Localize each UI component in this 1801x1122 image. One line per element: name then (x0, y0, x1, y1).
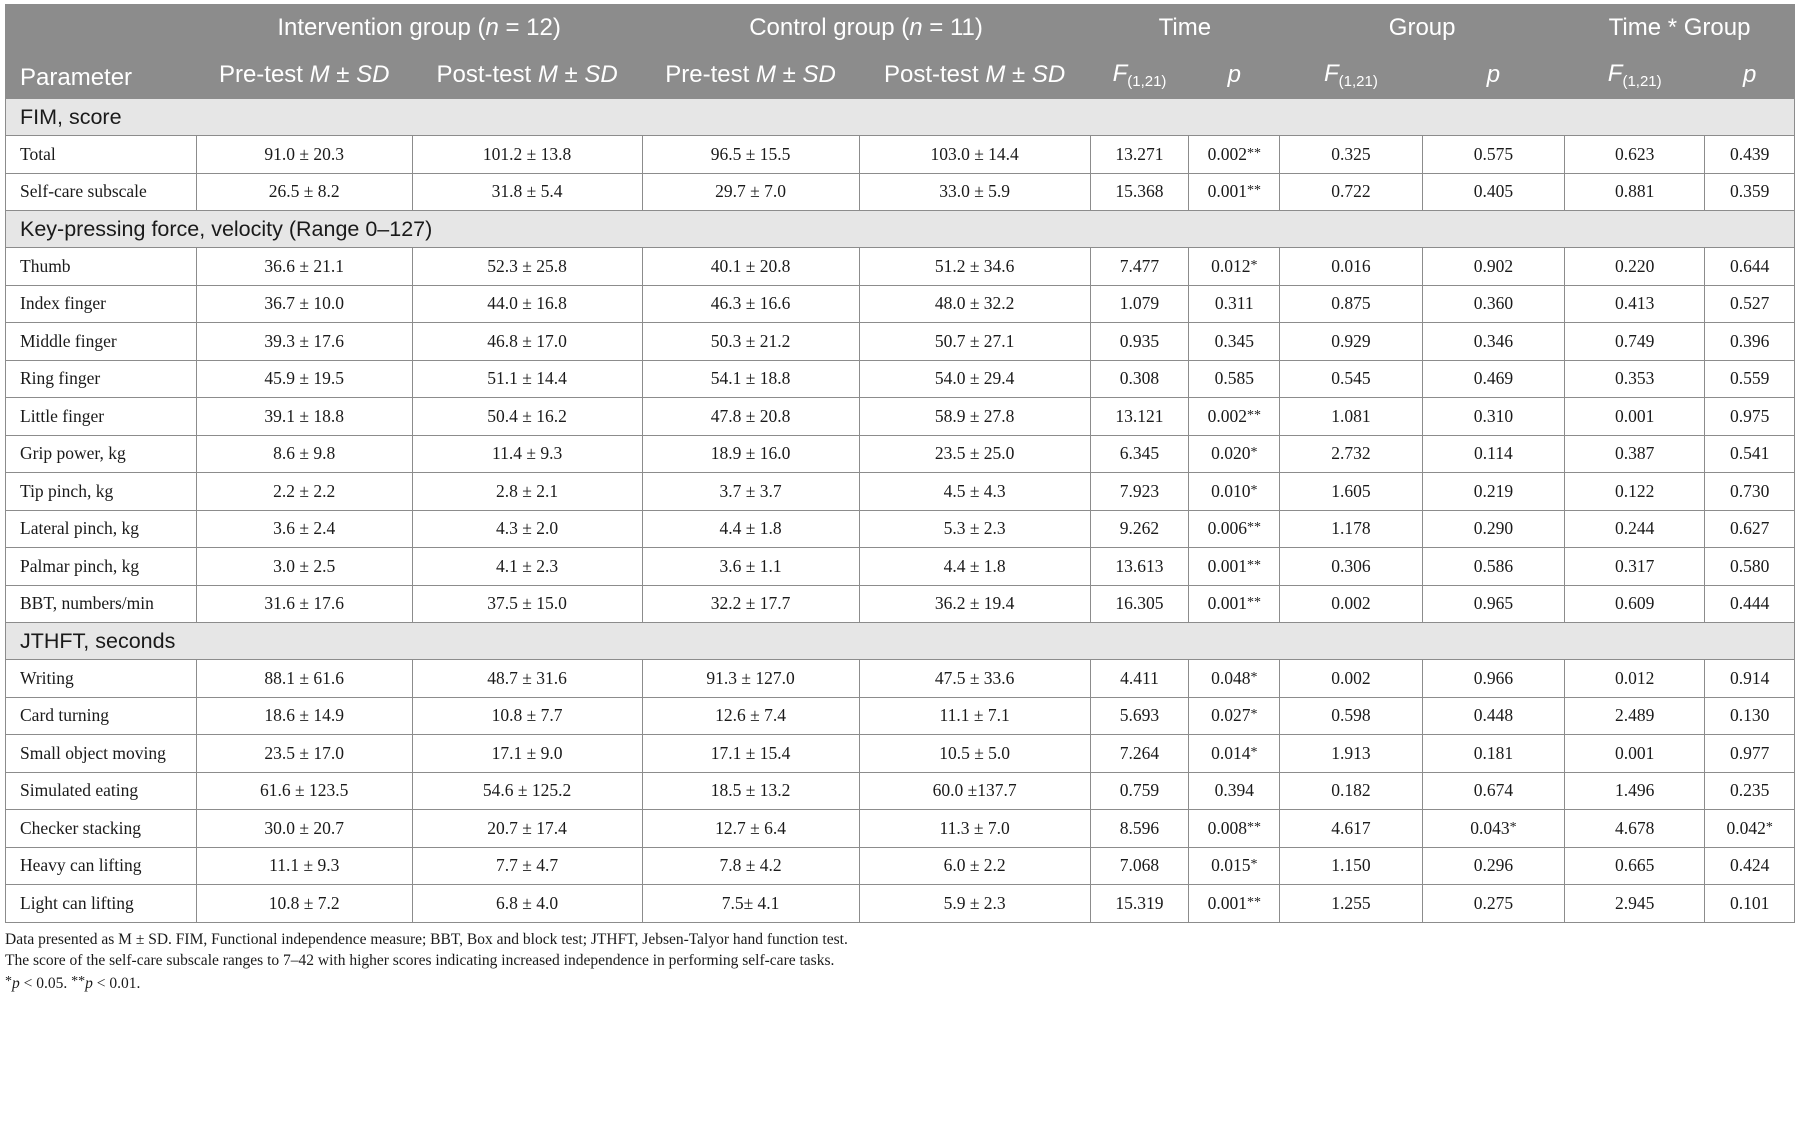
time-f-cell: 9.262 (1090, 510, 1189, 548)
table-body (6, 99, 1795, 923)
intervention-posttest-cell: 54.6 ± 125.2 (412, 772, 642, 810)
footnote-significance: *p < 0.05. **p < 0.01. (5, 973, 141, 992)
time-p-cell: 0.001** (1189, 585, 1280, 623)
intervention-pretest-cell: 61.6 ± 123.5 (196, 772, 412, 810)
interaction-p-cell: 0.527 (1705, 285, 1795, 323)
interaction-f-cell: 0.623 (1565, 136, 1705, 174)
group-f-cell: 0.545 (1280, 360, 1422, 398)
time-f-cell: 13.271 (1090, 136, 1189, 174)
intervention-posttest-cell: 6.8 ± 4.0 (412, 885, 642, 923)
section-header-row (6, 211, 1795, 248)
time-p-cell: 0.311 (1189, 285, 1280, 323)
time-f-cell: 15.368 (1090, 173, 1189, 211)
row-label-cell: Ring finger (6, 360, 197, 398)
table-row (6, 285, 1795, 323)
control-pretest-cell: 4.4 ± 1.8 (642, 510, 859, 548)
intervention-posttest-cell: 4.1 ± 2.3 (412, 548, 642, 586)
time-f-cell: 13.121 (1090, 398, 1189, 436)
significance-marker: * (1250, 857, 1258, 873)
group-p-cell: 0.346 (1422, 323, 1564, 361)
significance-marker: * (1250, 482, 1258, 498)
control-pretest-cell: 18.9 ± 16.0 (642, 435, 859, 473)
interaction-p-cell: 0.977 (1705, 735, 1795, 773)
intervention-posttest-cell: 46.8 ± 17.0 (412, 323, 642, 361)
significance-marker: * (1765, 819, 1773, 835)
intervention-pretest-cell: 26.5 ± 8.2 (196, 173, 412, 211)
row-label-cell: Thumb (6, 248, 197, 286)
interaction-p-cell: 0.235 (1705, 772, 1795, 810)
row-label-cell: Simulated eating (6, 772, 197, 810)
intervention-pretest-cell: 91.0 ± 20.3 (196, 136, 412, 174)
table-row (6, 398, 1795, 436)
table-row (6, 136, 1795, 174)
group-p-cell: 0.290 (1422, 510, 1564, 548)
interaction-p-cell: 0.130 (1705, 697, 1795, 735)
table-row (6, 548, 1795, 586)
control-pretest-cell: 29.7 ± 7.0 (642, 173, 859, 211)
time-f-cell: 7.477 (1090, 248, 1189, 286)
row-label-cell: Total (6, 136, 197, 174)
interaction-f-cell: 0.665 (1565, 847, 1705, 885)
group-p-cell: 0.586 (1422, 548, 1564, 586)
control-posttest-cell: 60.0 ±137.7 (859, 772, 1090, 810)
group-p-cell: 0.310 (1422, 398, 1564, 436)
intervention-pretest-cell: 45.9 ± 19.5 (196, 360, 412, 398)
interaction-p-cell: 0.042* (1705, 810, 1795, 848)
time-p-cell: 0.014* (1189, 735, 1280, 773)
time-p-cell: 0.006** (1189, 510, 1280, 548)
footnote-abbreviations: Data presented as M ± SD. FIM, Functional independence measure; BBT, Box and block test; JTHFT, Jebsen-Talyor hand function test. (5, 930, 848, 948)
significance-marker: ** (1246, 407, 1261, 423)
table-row (6, 885, 1795, 923)
control-posttest-cell: 54.0 ± 29.4 (859, 360, 1090, 398)
control-pretest-cell: 7.5± 4.1 (642, 885, 859, 923)
table-row (6, 810, 1795, 848)
section-header-row (6, 99, 1795, 136)
time-f-cell: 15.319 (1090, 885, 1189, 923)
intervention-pretest-cell: 11.1 ± 9.3 (196, 847, 412, 885)
interaction-f-cell: 0.749 (1565, 323, 1705, 361)
intervention-posttest-cell: 20.7 ± 17.4 (412, 810, 642, 848)
control-pretest-cell: 32.2 ± 17.7 (642, 585, 859, 623)
row-label-cell: Lateral pinch, kg (6, 510, 197, 548)
intervention-posttest-cell: 11.4 ± 9.3 (412, 435, 642, 473)
control-pretest-cell: 46.3 ± 16.6 (642, 285, 859, 323)
group-p-cell: 0.219 (1422, 473, 1564, 511)
control-posttest-cell: 4.4 ± 1.8 (859, 548, 1090, 586)
time-p-cell: 0.010* (1189, 473, 1280, 511)
group-f-cell: 0.306 (1280, 548, 1422, 586)
interaction-p-cell: 0.975 (1705, 398, 1795, 436)
intervention-posttest-cell: 44.0 ± 16.8 (412, 285, 642, 323)
time-header: Time (1090, 5, 1280, 52)
table-row (6, 473, 1795, 511)
control-pretest-cell: 40.1 ± 20.8 (642, 248, 859, 286)
interaction-p-cell: 0.914 (1705, 660, 1795, 698)
control-posttest-cell: 50.7 ± 27.1 (859, 323, 1090, 361)
interaction-p-cell: 0.101 (1705, 885, 1795, 923)
interaction-f-cell: 0.001 (1565, 735, 1705, 773)
control-posttest-cell: 47.5 ± 33.6 (859, 660, 1090, 698)
time-f-cell: 4.411 (1090, 660, 1189, 698)
control-posttest-cell: 6.0 ± 2.2 (859, 847, 1090, 885)
interaction-p-cell: 0.644 (1705, 248, 1795, 286)
interaction-p-cell: 0.559 (1705, 360, 1795, 398)
control-pretest-cell: 54.1 ± 18.8 (642, 360, 859, 398)
table-row (6, 360, 1795, 398)
group-f-cell: 2.732 (1280, 435, 1422, 473)
interaction-header: Time * Group (1565, 5, 1795, 52)
table-header (6, 5, 1795, 99)
interaction-p-cell: 0.359 (1705, 173, 1795, 211)
interaction-f-cell: 1.496 (1565, 772, 1705, 810)
time-p-cell: 0.345 (1189, 323, 1280, 361)
row-label-cell: Light can lifting (6, 885, 197, 923)
control-pretest-cell: 18.5 ± 13.2 (642, 772, 859, 810)
time-f-cell: 8.596 (1090, 810, 1189, 848)
control-pretest-cell: 3.6 ± 1.1 (642, 548, 859, 586)
intervention-pretest-cell: 8.6 ± 9.8 (196, 435, 412, 473)
time-p-cell: 0.008** (1189, 810, 1280, 848)
time-f-header: $F_{(1,21)}$ (1090, 52, 1189, 99)
results-table (5, 4, 1795, 923)
footnote-self-care: The score of the self-care subscale ranges to 7–42 with higher scores indicating increased independence in performing self-care tasks. (5, 951, 835, 969)
row-label-cell: Tip pinch, kg (6, 473, 197, 511)
intervention-posttest-header: Post-test M ± SD (412, 52, 642, 99)
row-label-cell: Grip power, kg (6, 435, 197, 473)
interaction-f-cell: 2.489 (1565, 697, 1705, 735)
intervention-pretest-cell: 36.6 ± 21.1 (196, 248, 412, 286)
intervention-posttest-cell: 31.8 ± 5.4 (412, 173, 642, 211)
section-title: FIM, score (6, 99, 1795, 136)
table-row (6, 847, 1795, 885)
intervention-pretest-cell: 30.0 ± 20.7 (196, 810, 412, 848)
interaction-p-cell: 0.424 (1705, 847, 1795, 885)
time-p-cell: 0.020* (1189, 435, 1280, 473)
time-p-cell: 0.585 (1189, 360, 1280, 398)
control-posttest-cell: 33.0 ± 5.9 (859, 173, 1090, 211)
table-row (6, 248, 1795, 286)
control-posttest-cell: 103.0 ± 14.4 (859, 136, 1090, 174)
interaction-f-cell: 0.001 (1565, 398, 1705, 436)
group-p-cell: 0.575 (1422, 136, 1564, 174)
control-pretest-cell: 96.5 ± 15.5 (642, 136, 859, 174)
param-header-top (6, 5, 197, 52)
control-pretest-cell: 7.8 ± 4.2 (642, 847, 859, 885)
group-p-cell: 0.674 (1422, 772, 1564, 810)
interaction-f-cell: 0.317 (1565, 548, 1705, 586)
interaction-f-cell: 0.220 (1565, 248, 1705, 286)
group-f-cell: 0.875 (1280, 285, 1422, 323)
table-row (6, 772, 1795, 810)
group-f-cell: 1.150 (1280, 847, 1422, 885)
row-label-cell: Little finger (6, 398, 197, 436)
table-row (6, 510, 1795, 548)
time-p-cell: 0.002** (1189, 136, 1280, 174)
group-f-cell: 0.929 (1280, 323, 1422, 361)
significance-marker: ** (1246, 595, 1261, 611)
interaction-f-header: $F_{(1,21)}$ (1565, 52, 1705, 99)
control-posttest-cell: 11.1 ± 7.1 (859, 697, 1090, 735)
table-row (6, 323, 1795, 361)
intervention-group-header: Intervention group (n = 12) (196, 5, 642, 52)
group-p-cell: 0.181 (1422, 735, 1564, 773)
row-label-cell: Heavy can lifting (6, 847, 197, 885)
time-f-cell: 16.305 (1090, 585, 1189, 623)
control-pretest-cell: 47.8 ± 20.8 (642, 398, 859, 436)
group-f-cell: 0.598 (1280, 697, 1422, 735)
control-posttest-cell: 5.3 ± 2.3 (859, 510, 1090, 548)
control-pretest-cell: 3.7 ± 3.7 (642, 473, 859, 511)
time-p-cell: 0.001** (1189, 885, 1280, 923)
control-posttest-header: Post-test M ± SD (859, 52, 1090, 99)
time-f-cell: 13.613 (1090, 548, 1189, 586)
interaction-f-cell: 0.881 (1565, 173, 1705, 211)
control-posttest-cell: 5.9 ± 2.3 (859, 885, 1090, 923)
intervention-posttest-cell: 4.3 ± 2.0 (412, 510, 642, 548)
time-f-cell: 7.264 (1090, 735, 1189, 773)
group-f-cell: 0.325 (1280, 136, 1422, 174)
group-p-cell: 0.043* (1422, 810, 1564, 848)
intervention-pretest-cell: 3.0 ± 2.5 (196, 548, 412, 586)
significance-marker: * (1250, 445, 1258, 461)
time-f-cell: 0.935 (1090, 323, 1189, 361)
table-row (6, 435, 1795, 473)
row-label-cell: BBT, numbers/min (6, 585, 197, 623)
interaction-f-cell: 2.945 (1565, 885, 1705, 923)
intervention-pretest-cell: 10.8 ± 7.2 (196, 885, 412, 923)
intervention-pretest-cell: 39.1 ± 18.8 (196, 398, 412, 436)
interaction-p-cell: 0.444 (1705, 585, 1795, 623)
significance-marker: * (1250, 744, 1258, 760)
group-p-cell: 0.114 (1422, 435, 1564, 473)
row-label-cell: Card turning (6, 697, 197, 735)
time-p-cell: 0.015* (1189, 847, 1280, 885)
control-pretest-cell: 50.3 ± 21.2 (642, 323, 859, 361)
group-f-cell: 1.081 (1280, 398, 1422, 436)
group-f-cell: 1.605 (1280, 473, 1422, 511)
group-p-header: p (1422, 52, 1564, 99)
interaction-f-cell: 0.122 (1565, 473, 1705, 511)
group-f-cell: 0.182 (1280, 772, 1422, 810)
table-row (6, 585, 1795, 623)
significance-marker: ** (1246, 819, 1261, 835)
intervention-posttest-cell: 50.4 ± 16.2 (412, 398, 642, 436)
group-p-cell: 0.966 (1422, 660, 1564, 698)
intervention-posttest-cell: 2.8 ± 2.1 (412, 473, 642, 511)
row-label-cell: Small object moving (6, 735, 197, 773)
group-p-cell: 0.296 (1422, 847, 1564, 885)
table-row (6, 660, 1795, 698)
row-label-cell: Self-care subscale (6, 173, 197, 211)
table-row (6, 735, 1795, 773)
time-p-cell: 0.048* (1189, 660, 1280, 698)
intervention-posttest-cell: 101.2 ± 13.8 (412, 136, 642, 174)
group-f-cell: 0.722 (1280, 173, 1422, 211)
intervention-posttest-cell: 37.5 ± 15.0 (412, 585, 642, 623)
interaction-p-cell: 0.730 (1705, 473, 1795, 511)
group-p-cell: 0.902 (1422, 248, 1564, 286)
time-p-cell: 0.002** (1189, 398, 1280, 436)
row-label-cell: Index finger (6, 285, 197, 323)
intervention-pretest-cell: 39.3 ± 17.6 (196, 323, 412, 361)
interaction-p-cell: 0.439 (1705, 136, 1795, 174)
interaction-f-cell: 0.609 (1565, 585, 1705, 623)
intervention-pretest-cell: 36.7 ± 10.0 (196, 285, 412, 323)
significance-marker: * (1250, 257, 1258, 273)
interaction-p-cell: 0.396 (1705, 323, 1795, 361)
control-posttest-cell: 23.5 ± 25.0 (859, 435, 1090, 473)
interaction-f-cell: 0.353 (1565, 360, 1705, 398)
time-p-cell: 0.001** (1189, 548, 1280, 586)
control-posttest-cell: 4.5 ± 4.3 (859, 473, 1090, 511)
control-pretest-header: Pre-test M ± SD (642, 52, 859, 99)
intervention-posttest-cell: 52.3 ± 25.8 (412, 248, 642, 286)
intervention-pretest-cell: 2.2 ± 2.2 (196, 473, 412, 511)
time-f-cell: 7.923 (1090, 473, 1189, 511)
interaction-f-cell: 0.387 (1565, 435, 1705, 473)
group-f-cell: 1.178 (1280, 510, 1422, 548)
interaction-f-cell: 0.244 (1565, 510, 1705, 548)
significance-marker: ** (1246, 894, 1261, 910)
time-f-cell: 1.079 (1090, 285, 1189, 323)
group-f-cell: 0.002 (1280, 660, 1422, 698)
time-f-cell: 0.759 (1090, 772, 1189, 810)
time-p-cell: 0.001** (1189, 173, 1280, 211)
interaction-f-cell: 0.012 (1565, 660, 1705, 698)
time-p-cell: 0.027* (1189, 697, 1280, 735)
significance-marker: ** (1246, 183, 1261, 199)
row-label-cell: Middle finger (6, 323, 197, 361)
group-p-cell: 0.448 (1422, 697, 1564, 735)
intervention-pretest-cell: 31.6 ± 17.6 (196, 585, 412, 623)
time-p-header: p (1189, 52, 1280, 99)
control-posttest-cell: 51.2 ± 34.6 (859, 248, 1090, 286)
significance-marker: ** (1246, 145, 1261, 161)
table-row (6, 173, 1795, 211)
control-group-header: Control group (n = 11) (642, 5, 1090, 52)
interaction-f-cell: 0.413 (1565, 285, 1705, 323)
control-pretest-cell: 12.6 ± 7.4 (642, 697, 859, 735)
significance-marker: * (1509, 819, 1517, 835)
time-f-cell: 7.068 (1090, 847, 1189, 885)
intervention-posttest-cell: 7.7 ± 4.7 (412, 847, 642, 885)
parameter-header: Parameter (6, 52, 197, 99)
interaction-p-cell: 0.627 (1705, 510, 1795, 548)
interaction-f-cell: 4.678 (1565, 810, 1705, 848)
significance-marker: ** (1246, 520, 1261, 536)
table-footnotes (5, 923, 1796, 994)
group-f-cell: 0.002 (1280, 585, 1422, 623)
control-pretest-cell: 12.7 ± 6.4 (642, 810, 859, 848)
section-title: Key-pressing force, velocity (Range 0–127) (6, 211, 1795, 248)
time-f-cell: 0.308 (1090, 360, 1189, 398)
time-p-cell: 0.394 (1189, 772, 1280, 810)
control-posttest-cell: 58.9 ± 27.8 (859, 398, 1090, 436)
significance-marker: ** (1246, 557, 1261, 573)
interaction-p-cell: 0.541 (1705, 435, 1795, 473)
section-header-row (6, 623, 1795, 660)
row-label-cell: Checker stacking (6, 810, 197, 848)
control-posttest-cell: 11.3 ± 7.0 (859, 810, 1090, 848)
intervention-posttest-cell: 17.1 ± 9.0 (412, 735, 642, 773)
group-p-cell: 0.469 (1422, 360, 1564, 398)
intervention-pretest-cell: 88.1 ± 61.6 (196, 660, 412, 698)
time-f-cell: 5.693 (1090, 697, 1189, 735)
significance-marker: * (1250, 669, 1258, 685)
table-row (6, 697, 1795, 735)
control-pretest-cell: 17.1 ± 15.4 (642, 735, 859, 773)
intervention-posttest-cell: 51.1 ± 14.4 (412, 360, 642, 398)
interaction-p-cell: 0.580 (1705, 548, 1795, 586)
group-p-cell: 0.405 (1422, 173, 1564, 211)
intervention-posttest-cell: 10.8 ± 7.7 (412, 697, 642, 735)
control-posttest-cell: 48.0 ± 32.2 (859, 285, 1090, 323)
time-p-cell: 0.012* (1189, 248, 1280, 286)
group-f-header: $F_{(1,21)}$ (1280, 52, 1422, 99)
row-label-cell: Palmar pinch, kg (6, 548, 197, 586)
time-f-cell: 6.345 (1090, 435, 1189, 473)
intervention-pretest-header: Pre-test M ± SD (196, 52, 412, 99)
group-header: Group (1280, 5, 1565, 52)
group-f-cell: 1.913 (1280, 735, 1422, 773)
control-posttest-cell: 36.2 ± 19.4 (859, 585, 1090, 623)
group-f-cell: 1.255 (1280, 885, 1422, 923)
group-f-cell: 0.016 (1280, 248, 1422, 286)
control-posttest-cell: 10.5 ± 5.0 (859, 735, 1090, 773)
interaction-p-header: p (1705, 52, 1795, 99)
intervention-pretest-cell: 23.5 ± 17.0 (196, 735, 412, 773)
group-f-cell: 4.617 (1280, 810, 1422, 848)
intervention-pretest-cell: 18.6 ± 14.9 (196, 697, 412, 735)
group-p-cell: 0.275 (1422, 885, 1564, 923)
row-label-cell: Writing (6, 660, 197, 698)
significance-marker: * (1250, 707, 1258, 723)
intervention-posttest-cell: 48.7 ± 31.6 (412, 660, 642, 698)
group-p-cell: 0.360 (1422, 285, 1564, 323)
intervention-pretest-cell: 3.6 ± 2.4 (196, 510, 412, 548)
control-pretest-cell: 91.3 ± 127.0 (642, 660, 859, 698)
group-p-cell: 0.965 (1422, 585, 1564, 623)
section-title: JTHFT, seconds (6, 623, 1795, 660)
